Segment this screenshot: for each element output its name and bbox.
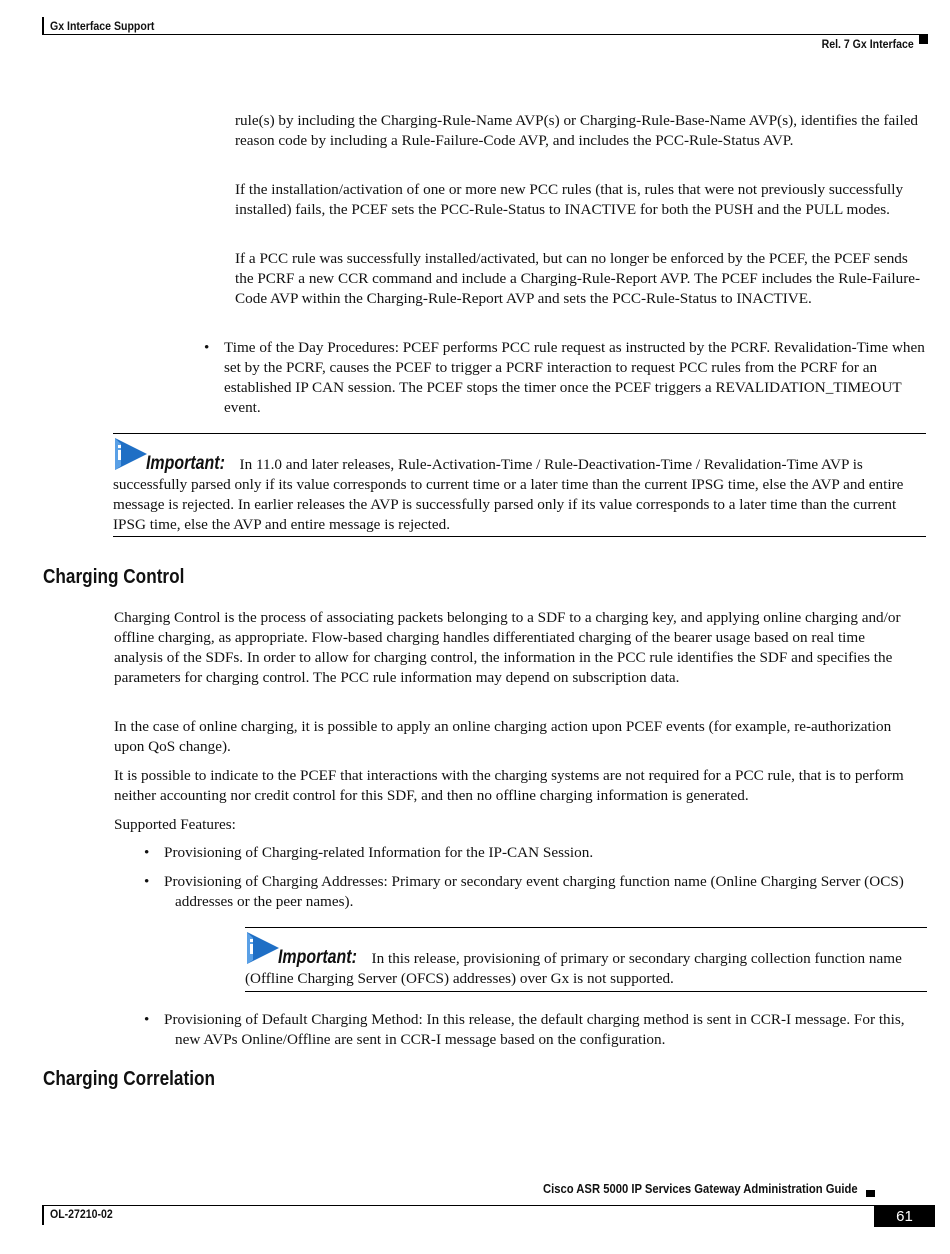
- header-marker: [919, 35, 928, 44]
- important-note-2-body: [245, 948, 927, 989]
- bullet-dot: •: [144, 844, 150, 861]
- bullet-time-of-day: [204, 338, 926, 418]
- charging-control-paragraph-2: In the case of online charging, it is possible to apply an online charging action upon PCEF events (for example, re-authorization upon QoS change).: [114, 718, 892, 755]
- footer-doc-id: OL-27210-02: [50, 1207, 113, 1221]
- supported-features-label: Supported Features:: [114, 816, 236, 833]
- bullet-charging-info-text: Provisioning of Charging-related Information for the IP-CAN Session.: [164, 844, 594, 861]
- header-subsection-title: Rel. 7 Gx Interface: [821, 37, 914, 51]
- important-note-1-text: In 11.0 and later releases, Rule-Activation-Time / Rule-Deactivation-Time / Revalidation-Time AVP is successfully parsed only if its value corresponds to current time or a later time than the current IPSG time, else the AVP and entire message is rejected. In earlier releases the AVP is successfully parsed only if its value corresponds to a later time than the current IPSG time, else the AVP and entire message is rejected.: [113, 456, 904, 533]
- intro-paragraph-3: If a PCC rule was successfully installed/activated, but can no longer be enforced by the PCEF, the PCEF sends the PCRF a new CCR command and include a Charging-Rule-Report AVP. The PCEF includes the Rule-Failure-Code AVP within the Charging-Rule-Report AVP and sets the PCC-Rule-Status to INACTIVE.: [235, 250, 921, 307]
- bullet-charging-addresses: [144, 872, 924, 912]
- important-note-1: [113, 433, 926, 537]
- important-note-2: [245, 927, 927, 992]
- header-section-title: Gx Interface Support: [50, 19, 155, 33]
- bullet-default-charging-method: [144, 1010, 924, 1050]
- bullet-text: [204, 338, 926, 418]
- footer-rule: [42, 1205, 935, 1206]
- running-header-section: [42, 17, 155, 35]
- header-rule: [42, 34, 928, 35]
- footer-page-number: 61: [874, 1206, 935, 1227]
- heading-charging-correlation: Charging Correlation: [43, 1068, 216, 1090]
- charging-control-paragraph-1: Charging Control is the process of associating packets belonging to a SDF to a charging key, and applying online charging and/or offline charging, as appropriate. Flow-based charging handles differentiated charging of the bearer usage based on real time analysis of the SDFs. In order to allow for charging control, the information in the PCC rule identifies the SDF and specifies the parameters for charging control. The PCC rule information may depend on subscription data.: [114, 609, 901, 686]
- important-note-2-label: Important:: [278, 947, 357, 968]
- important-note-1-label: Important:: [146, 453, 225, 474]
- important-note-1-body: [113, 454, 926, 535]
- footer-marker: [866, 1190, 875, 1197]
- bullet-dot: •: [144, 1011, 150, 1028]
- bullet-default-charging-method-text: Provisioning of Default Charging Method: In this release, the default charging method is sent in CCR-I message. For this, new AVPs Online/Offline are sent in CCR-I message based on the configuration.: [164, 1011, 905, 1048]
- heading-charging-control: Charging Control: [43, 566, 185, 588]
- bullet-dot: •: [144, 873, 150, 890]
- intro-paragraph-1: rule(s) by including the Charging-Rule-Name AVP(s) or Charging-Rule-Base-Name AVP(s), identifies the failed reason code by including a Rule-Failure-Code AVP, and includes the PCC-Rule-Status AVP.: [235, 112, 919, 149]
- footer-doc-id-block: [42, 1205, 113, 1225]
- bullet-dot: •: [204, 339, 210, 356]
- intro-paragraph-2: If the installation/activation of one or more new PCC rules (that is, rules that were not previously successfully installed) fails, the PCEF sets the PCC-Rule-Status to INACTIVE for both the PUSH and the PULL modes.: [235, 181, 904, 218]
- charging-control-paragraph-3: It is possible to indicate to the PCEF that interactions with the charging systems are not required for a PCC rule, that is to perform neither accounting nor credit control for this SDF, and then no offline charging information is generated.: [114, 767, 904, 804]
- bullet-time-of-day-text: Time of the Day Procedures: PCEF performs PCC rule request as instructed by the PCRF. Revalidation-Time when set by the PCRF, causes the PCEF to trigger a PCRF interaction to request PCC rules from the PCRF for an established IP CAN session. The PCEF stops the timer once the PCEF triggers a REVALIDATION_TIMEOUT event.: [224, 339, 925, 416]
- bullet-charging-addresses-text: Provisioning of Charging Addresses: Primary or secondary event charging function name (Online Charging Server (OCS) addresses or the peer names).: [164, 873, 904, 910]
- important-note-2-text: In this release, provisioning of primary or secondary charging collection function name (Offline Charging Server (OFCS) addresses) over Gx is not supported.: [245, 950, 902, 987]
- bullet-charging-info: [144, 843, 924, 863]
- footer-guide-title: Cisco ASR 5000 IP Services Gateway Administration Guide: [543, 1182, 858, 1196]
